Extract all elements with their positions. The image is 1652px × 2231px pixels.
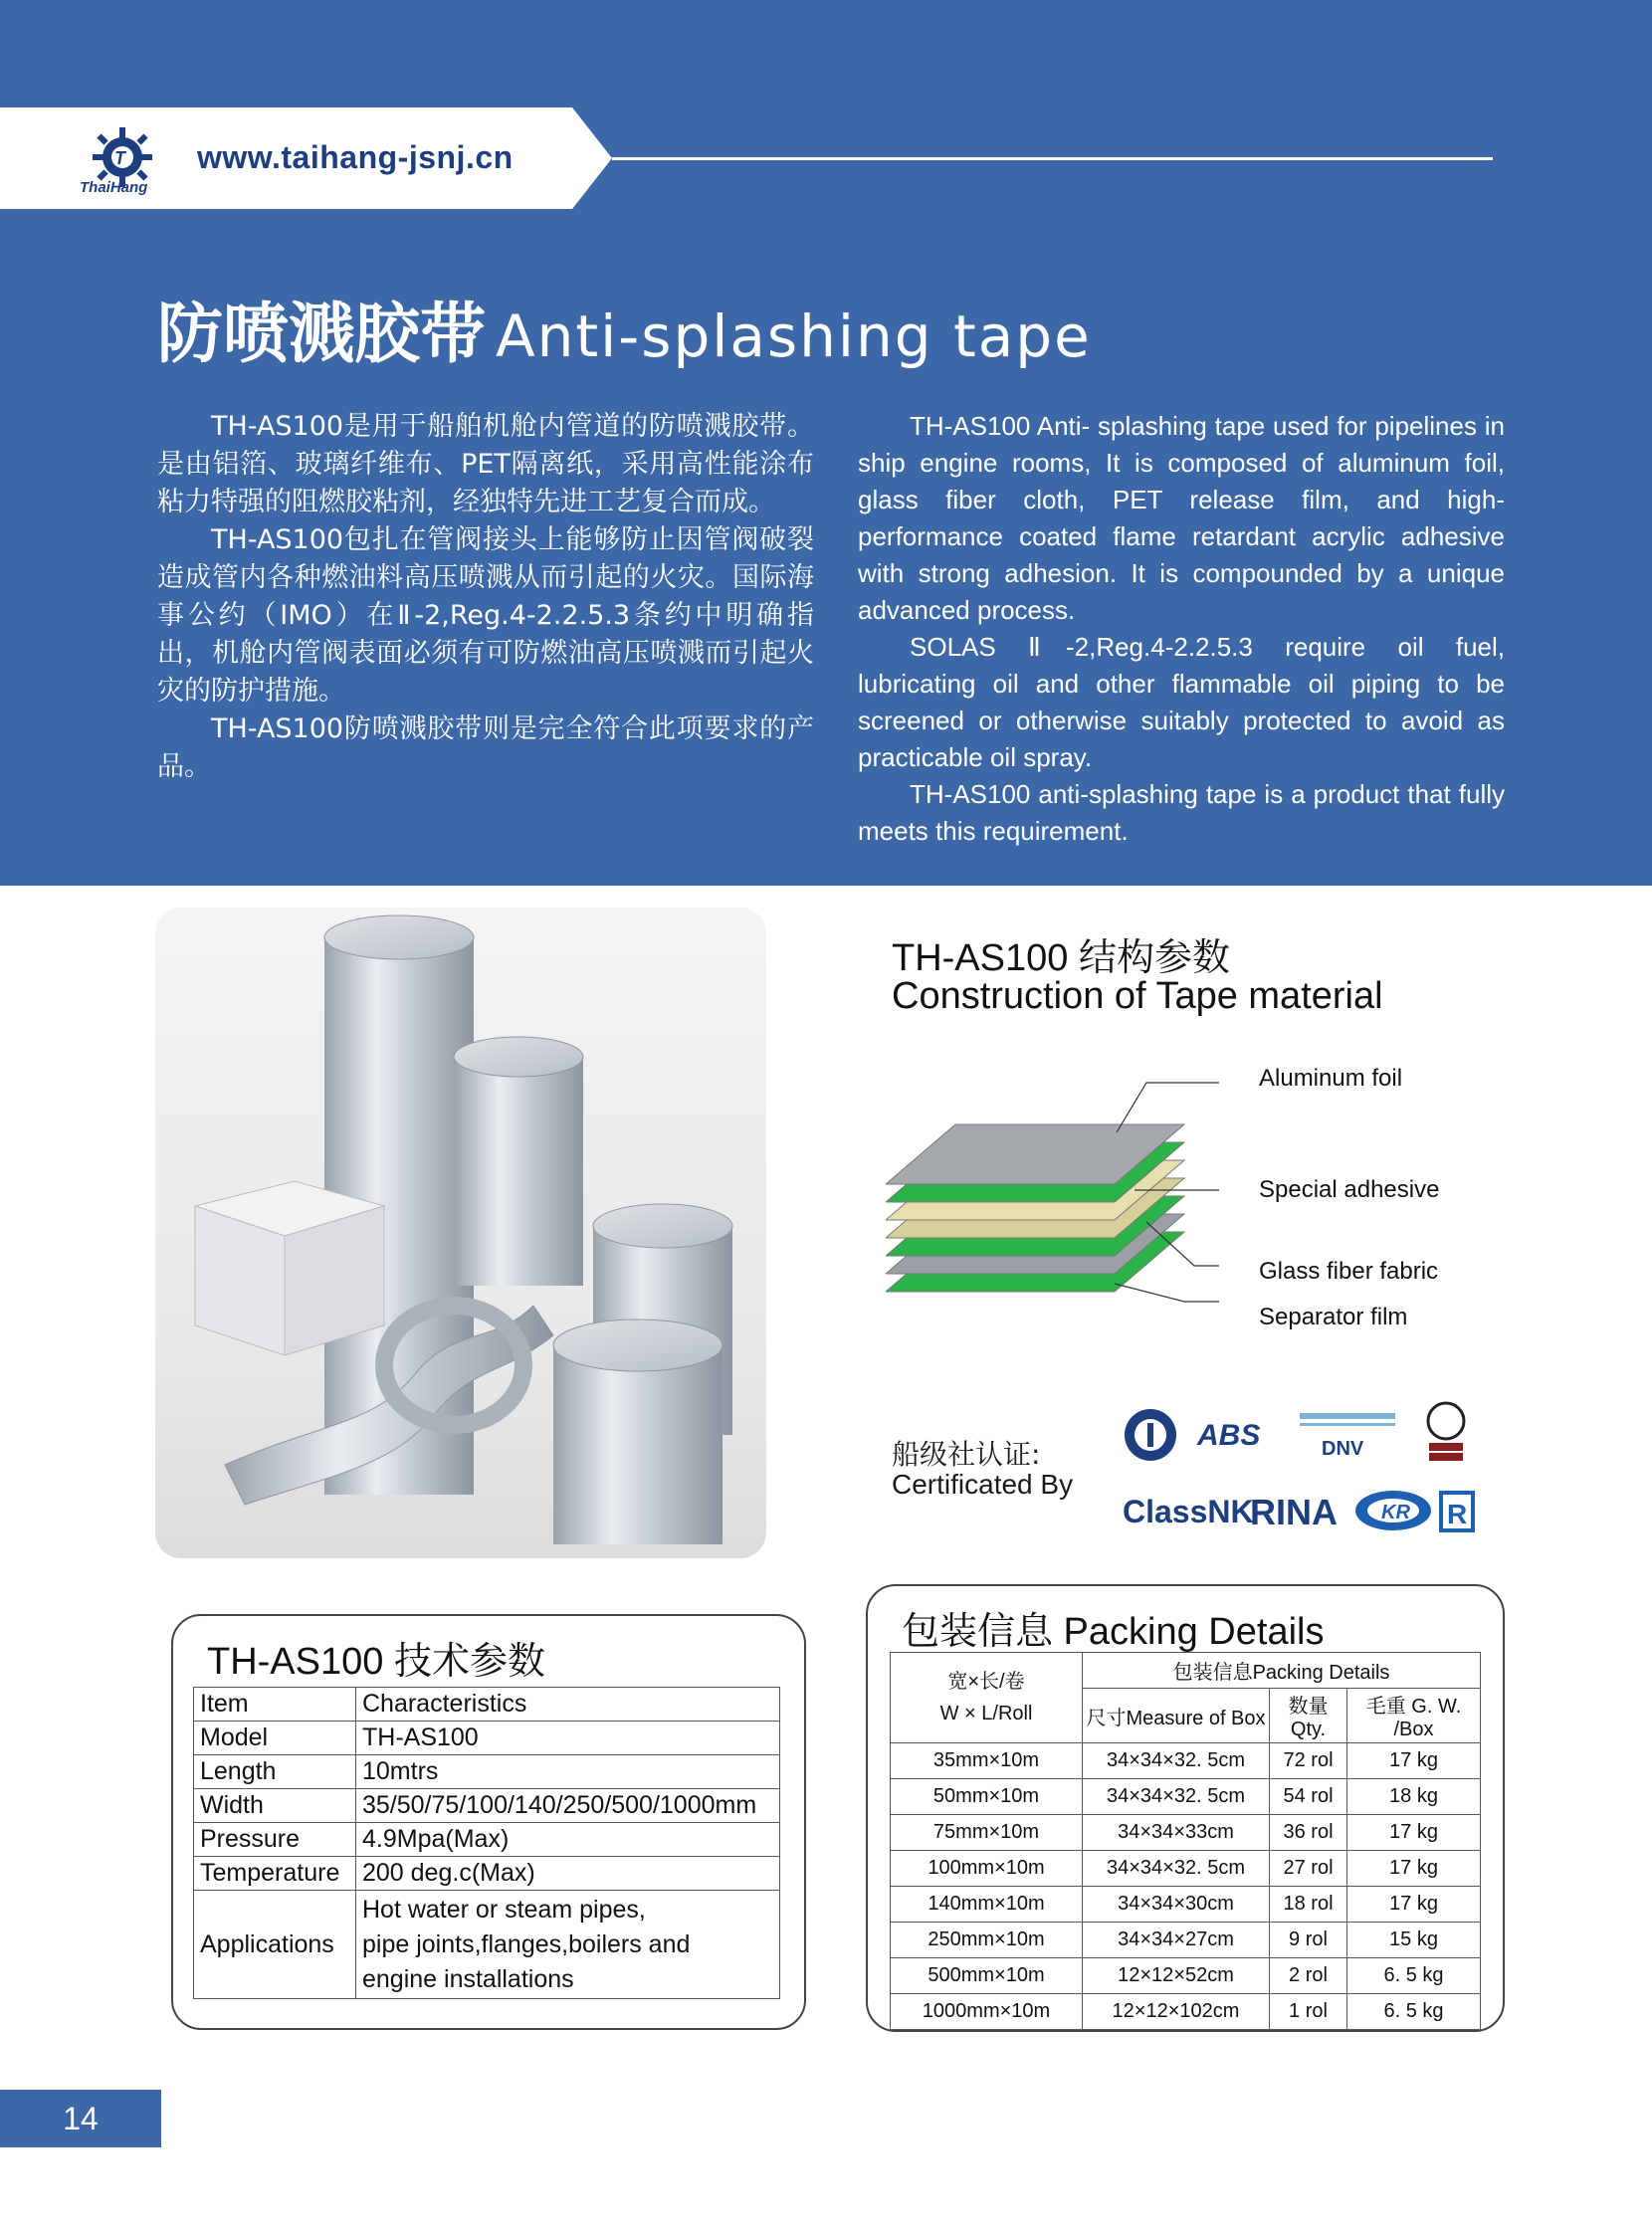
table-cell: 17 kg: [1347, 1851, 1481, 1887]
intro-zh-paragraph: TH-AS100防喷溅胶带则是完全符合此项要求的产品。: [157, 713, 814, 782]
cert-label-zh: 船级社认证:: [892, 1438, 1041, 1471]
table-cell: 140mm×10m: [891, 1887, 1083, 1923]
table-cell: 100mm×10m: [891, 1851, 1083, 1887]
table-cell: Item: [194, 1688, 356, 1722]
table-cell: 72 rol: [1270, 1743, 1347, 1779]
bureau-veritas-logo: [1428, 1403, 1464, 1461]
dnv-logo: DNV: [1322, 1438, 1364, 1460]
table-cell: 1 rol: [1270, 1994, 1347, 2030]
table-header-row: [891, 1653, 1481, 1689]
table-row: [891, 1779, 1481, 1815]
table-cell: 9 rol: [1270, 1923, 1347, 1958]
intro-zh: [157, 408, 814, 786]
table-cell: 18 rol: [1270, 1887, 1347, 1923]
table-row: [194, 1688, 780, 1722]
packing-title: 包装信息 Packing Details: [902, 1611, 1325, 1653]
structure-title-zh: TH-AS100 结构参数: [892, 937, 1230, 979]
table-cell: 17 kg: [1347, 1887, 1481, 1923]
tech-title: TH-AS100 技术参数: [207, 1641, 545, 1683]
applications-line: Hot water or steam pipes,: [362, 1895, 646, 1924]
table-cell: 6. 5 kg: [1347, 1958, 1481, 1994]
website-url[interactable]: www.taihang-jsnj.cn: [197, 139, 514, 175]
intro-en-paragraph: SOLAS Ⅱ-2,Reg.4-2.2.5.3 require oil fuel, lubricating oil and other flammable oil piping to be screened or otherwise suitably protected to avoid as practicable oil spray.: [858, 632, 1505, 772]
header-arrow: [572, 107, 612, 209]
table-row: [891, 1994, 1481, 2030]
table-cell: 2 rol: [1270, 1958, 1347, 1994]
intro-en: [858, 408, 1505, 850]
table-row: [194, 1722, 780, 1755]
intro-zh-paragraph: TH-AS100是用于船舶机舱内管道的防喷溅胶带。是由铝箔、玻璃纤维布、PET隔离纸，采用高性能涂布粘力特强的阻燃胶粘剂，经独特先进工艺复合而成。: [157, 411, 814, 517]
layer-label-separator: Separator film: [1259, 1304, 1408, 1330]
table-cell: 75mm×10m: [891, 1815, 1083, 1851]
dnv-bar: [1300, 1413, 1395, 1419]
layer-label-aluminum: Aluminum foil: [1259, 1065, 1403, 1092]
table-cell: Characteristics: [356, 1688, 780, 1722]
layer-diagram: [886, 1053, 1224, 1312]
abs-logo: ABS: [1197, 1419, 1261, 1452]
table-cell: Pressure: [194, 1823, 356, 1857]
table-row: [194, 1857, 780, 1891]
table-cell: Temperature: [194, 1857, 356, 1891]
table-cell: TH-AS100: [356, 1722, 780, 1755]
table-cell: Model: [194, 1722, 356, 1755]
table-cell: 27 rol: [1270, 1851, 1347, 1887]
intro-zh-paragraph: TH-AS100包扎在管阀接头上能够防止因管阀破裂造成管内各种燃油料高压喷溅从而引起的火灾。国际海事公约（IMO）在Ⅱ-2,Reg.4-2.2.5.3条约中明确指出，机舱内管阀表面必须有可防燃油高压喷溅而引起火灾的防护措施。: [157, 524, 814, 707]
page-title: [157, 281, 1092, 375]
certification-logos: [1123, 1393, 1481, 1542]
kr-logo: [1355, 1491, 1431, 1530]
table-cell: 34×34×32. 5cm: [1083, 1851, 1270, 1887]
table-cell: 500mm×10m: [891, 1958, 1083, 1994]
table-row: [891, 1958, 1481, 1994]
layer-label-glass-fiber: Glass fiber fabric: [1259, 1258, 1439, 1285]
table-cell: 50mm×10m: [891, 1779, 1083, 1815]
structure-title-en: Construction of Tape material: [892, 975, 1383, 1017]
table-row: [891, 1815, 1481, 1851]
table-header: [891, 1653, 1083, 1743]
tape-rolls-illustration: [155, 908, 766, 1558]
table-cell: 15 kg: [1347, 1923, 1481, 1958]
page-number: 14: [0, 2090, 161, 2147]
applications-line: engine installations: [362, 1964, 574, 1993]
table-cell: Applications: [194, 1891, 356, 1999]
table-cell: 54 rol: [1270, 1779, 1347, 1815]
table-cell: 34×34×27cm: [1083, 1923, 1270, 1958]
header-line: 宽×长/卷: [947, 1671, 1025, 1693]
intro-en-paragraph: TH-AS100 Anti- splashing tape used for pipelines in ship engine rooms, It is composed of aluminum foil, glass fiber cloth, PET release film, and high-performance coated flame retardant acrylic adhesive with strong adhesion. It is compounded by a unique advanced process.: [858, 411, 1505, 625]
table-cell: 18 kg: [1347, 1779, 1481, 1815]
table-header: 数量Qty.: [1270, 1689, 1347, 1743]
table-cell: 17 kg: [1347, 1743, 1481, 1779]
structure-title: [892, 939, 1383, 1015]
packing-table: [890, 1652, 1481, 2030]
applications-cell: [356, 1891, 780, 1999]
layer-label-adhesive: Special adhesive: [1259, 1176, 1440, 1203]
table-cell: 34×34×32. 5cm: [1083, 1779, 1270, 1815]
logo-text: ThaiHang: [80, 179, 148, 196]
table-row: [194, 1891, 780, 1999]
rina-logo: RINA: [1250, 1492, 1338, 1532]
table-cell: 10mtrs: [356, 1755, 780, 1789]
table-cell: Width: [194, 1789, 356, 1823]
svg-text:R: R: [1447, 1499, 1468, 1529]
svg-text:T: T: [114, 148, 125, 168]
table-row: [194, 1823, 780, 1857]
table-row: [891, 1923, 1481, 1958]
table-cell: 6. 5 kg: [1347, 1994, 1481, 2030]
applications-line: pipe joints,flanges,boilers and: [362, 1929, 691, 1958]
table-cell: 250mm×10m: [891, 1923, 1083, 1958]
intro-en-paragraph: TH-AS100 anti-splashing tape is a product that fully meets this requirement.: [858, 779, 1505, 846]
table-header: 毛重 G. W. /Box: [1347, 1689, 1481, 1743]
table-cell: 36 rol: [1270, 1815, 1347, 1851]
svg-text:KR: KR: [1381, 1502, 1410, 1523]
table-cell: 12×12×102cm: [1083, 1994, 1270, 2030]
table-row: [891, 1743, 1481, 1779]
table-cell: 34×34×33cm: [1083, 1815, 1270, 1851]
table-cell: 34×34×32. 5cm: [1083, 1743, 1270, 1779]
table-cell: 34×34×30cm: [1083, 1887, 1270, 1923]
product-photo: [155, 908, 766, 1558]
cert-label-en: Certificated By: [892, 1469, 1074, 1500]
tech-table: [193, 1687, 780, 1999]
lr-logo: [1439, 1491, 1475, 1532]
title-zh: 防喷溅胶带: [157, 296, 486, 372]
title-en: Anti-splashing tape: [496, 303, 1092, 370]
table-cell: 4.9Mpa(Max): [356, 1823, 780, 1857]
table-row: [194, 1755, 780, 1789]
header-rule: [612, 157, 1493, 160]
table-cell: Length: [194, 1755, 356, 1789]
table-header: 包装信息Packing Details: [1083, 1653, 1481, 1689]
table-header: 尺寸Measure of Box: [1083, 1689, 1270, 1743]
table-row: [194, 1789, 780, 1823]
table-cell: 35mm×10m: [891, 1743, 1083, 1779]
table-row: [891, 1851, 1481, 1887]
ccs-logo: [1125, 1409, 1176, 1461]
table-cell: 17 kg: [1347, 1815, 1481, 1851]
table-row: [891, 1887, 1481, 1923]
table-cell: 35/50/75/100/140/250/500/1000mm: [356, 1789, 780, 1823]
table-cell: 1000mm×10m: [891, 1994, 1083, 2030]
table-cell: 200 deg.c(Max): [356, 1857, 780, 1891]
classnk-logo: ClassNK: [1123, 1494, 1254, 1529]
header-line: W × L/Roll: [939, 1703, 1033, 1724]
table-cell: 12×12×52cm: [1083, 1958, 1270, 1994]
